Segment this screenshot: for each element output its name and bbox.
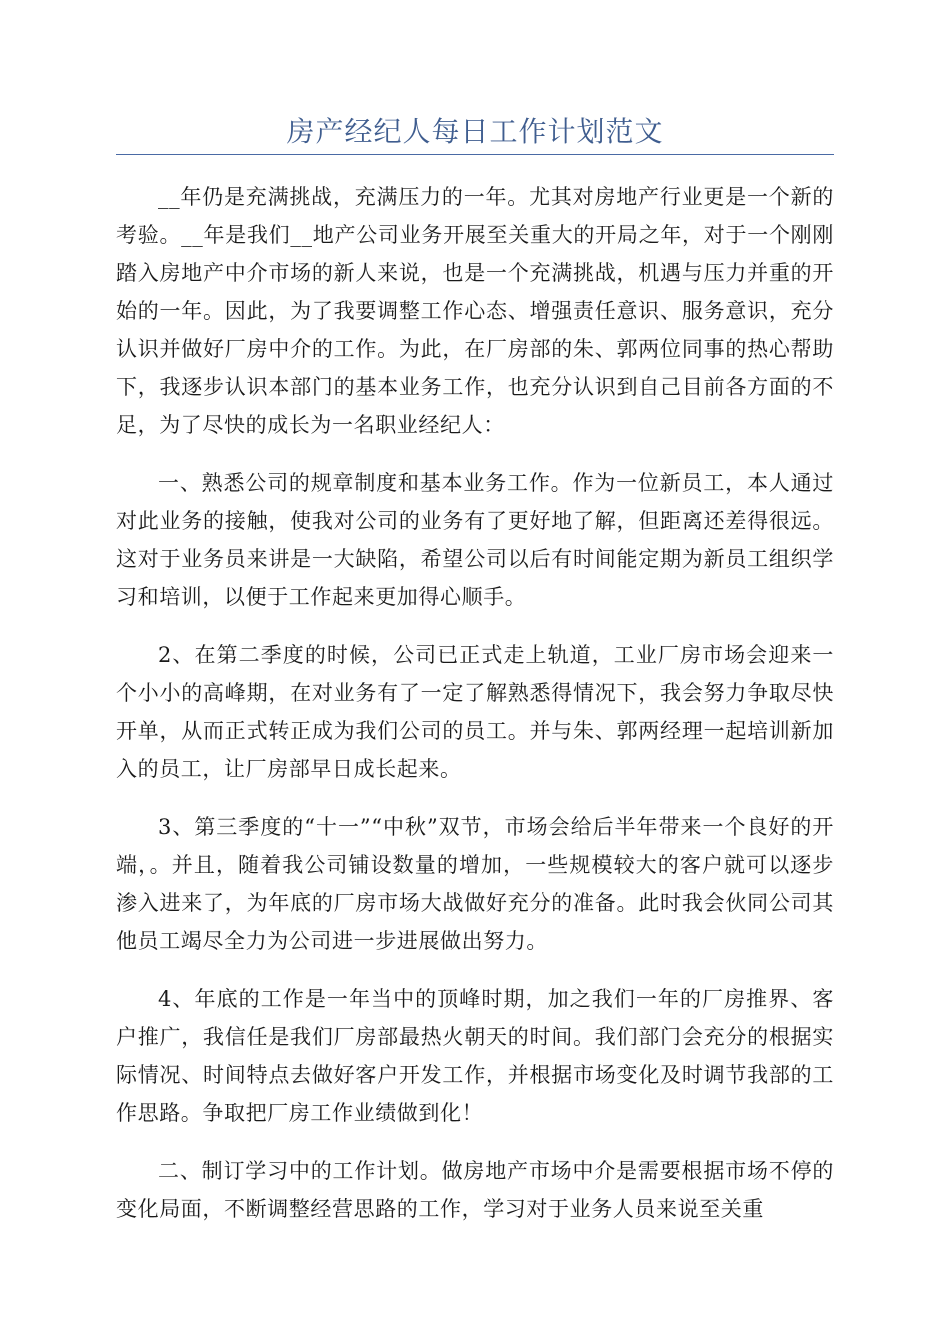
document-title: 房产经纪人每日工作计划范文 (286, 115, 664, 148)
paragraph-item-3: 3、第三季度的“十一”“中秋”双节，市场会给后半年带来一个良好的开端，。并且，随着我公司铺设数量的增加，一些规模较大的客户就可以逐步渗入进来了，为年底的厂房市场大战做好充分的准备。此时我会伙同公司其他员工竭尽全力为公司进一步进展做出努力。 (116, 815, 834, 953)
paragraph-intro: __年仍是充满挑战，充满压力的一年。尤其对房地产行业更是一个新的考验。__年是我们__地产公司业务开展至关重大的开局之年，对于一个刚刚踏入房地产中介市场的新人来说，也是一个充满挑战，机遇与压力并重的开始的一年。因此，为了我要调整工作心态、增强责任意识、服务意识，充分认识并做好厂房中介的工作。为此，在厂房部的朱、郭两位同事的热心帮助下，我逐步认识本部门的基本业务工作，也充分认识到自己目前各方面的不足，为了尽快的成长为一名职业经纪人： (116, 185, 834, 437)
document-body (116, 178, 834, 1248)
paragraph-section-1: 一、熟悉公司的规章制度和基本业务工作。作为一位新员工，本人通过对此业务的接触，使我对公司的业务有了更好地了解，但距离还差得很远。这对于业务员来讲是一大缺陷，希望公司以后有时间能定期为新员工组织学习和培训，以便于工作起来更加得心顺手。 (116, 471, 834, 609)
paragraph-section-2: 二、制订学习中的工作计划。做房地产市场中介是需要根据市场不停的变化局面，不断调整经营思路的工作，学习对于业务人员来说至关重 (116, 1159, 834, 1221)
paragraph-item-2: 2、在第二季度的时候，公司已正式走上轨道，工业厂房市场会迎来一个小小的高峰期，在对业务有了一定了解熟悉得情况下，我会努力争取尽快开单，从而正式转正成为我们公司的员工。并与朱、郭两经理一起培训新加入的员工，让厂房部早日成长起来。 (116, 643, 834, 781)
paragraph-item-4: 4、年底的工作是一年当中的顶峰时期，加之我们一年的厂房推界、客户推广，我信任是我们厂房部最热火朝天的时间。我们部门会充分的根据实际情况、时间特点去做好客户开发工作，并根据市场变化及时调节我部的工作思路。争取把厂房工作业绩做到化！ (116, 987, 834, 1125)
title-underline (116, 154, 834, 155)
